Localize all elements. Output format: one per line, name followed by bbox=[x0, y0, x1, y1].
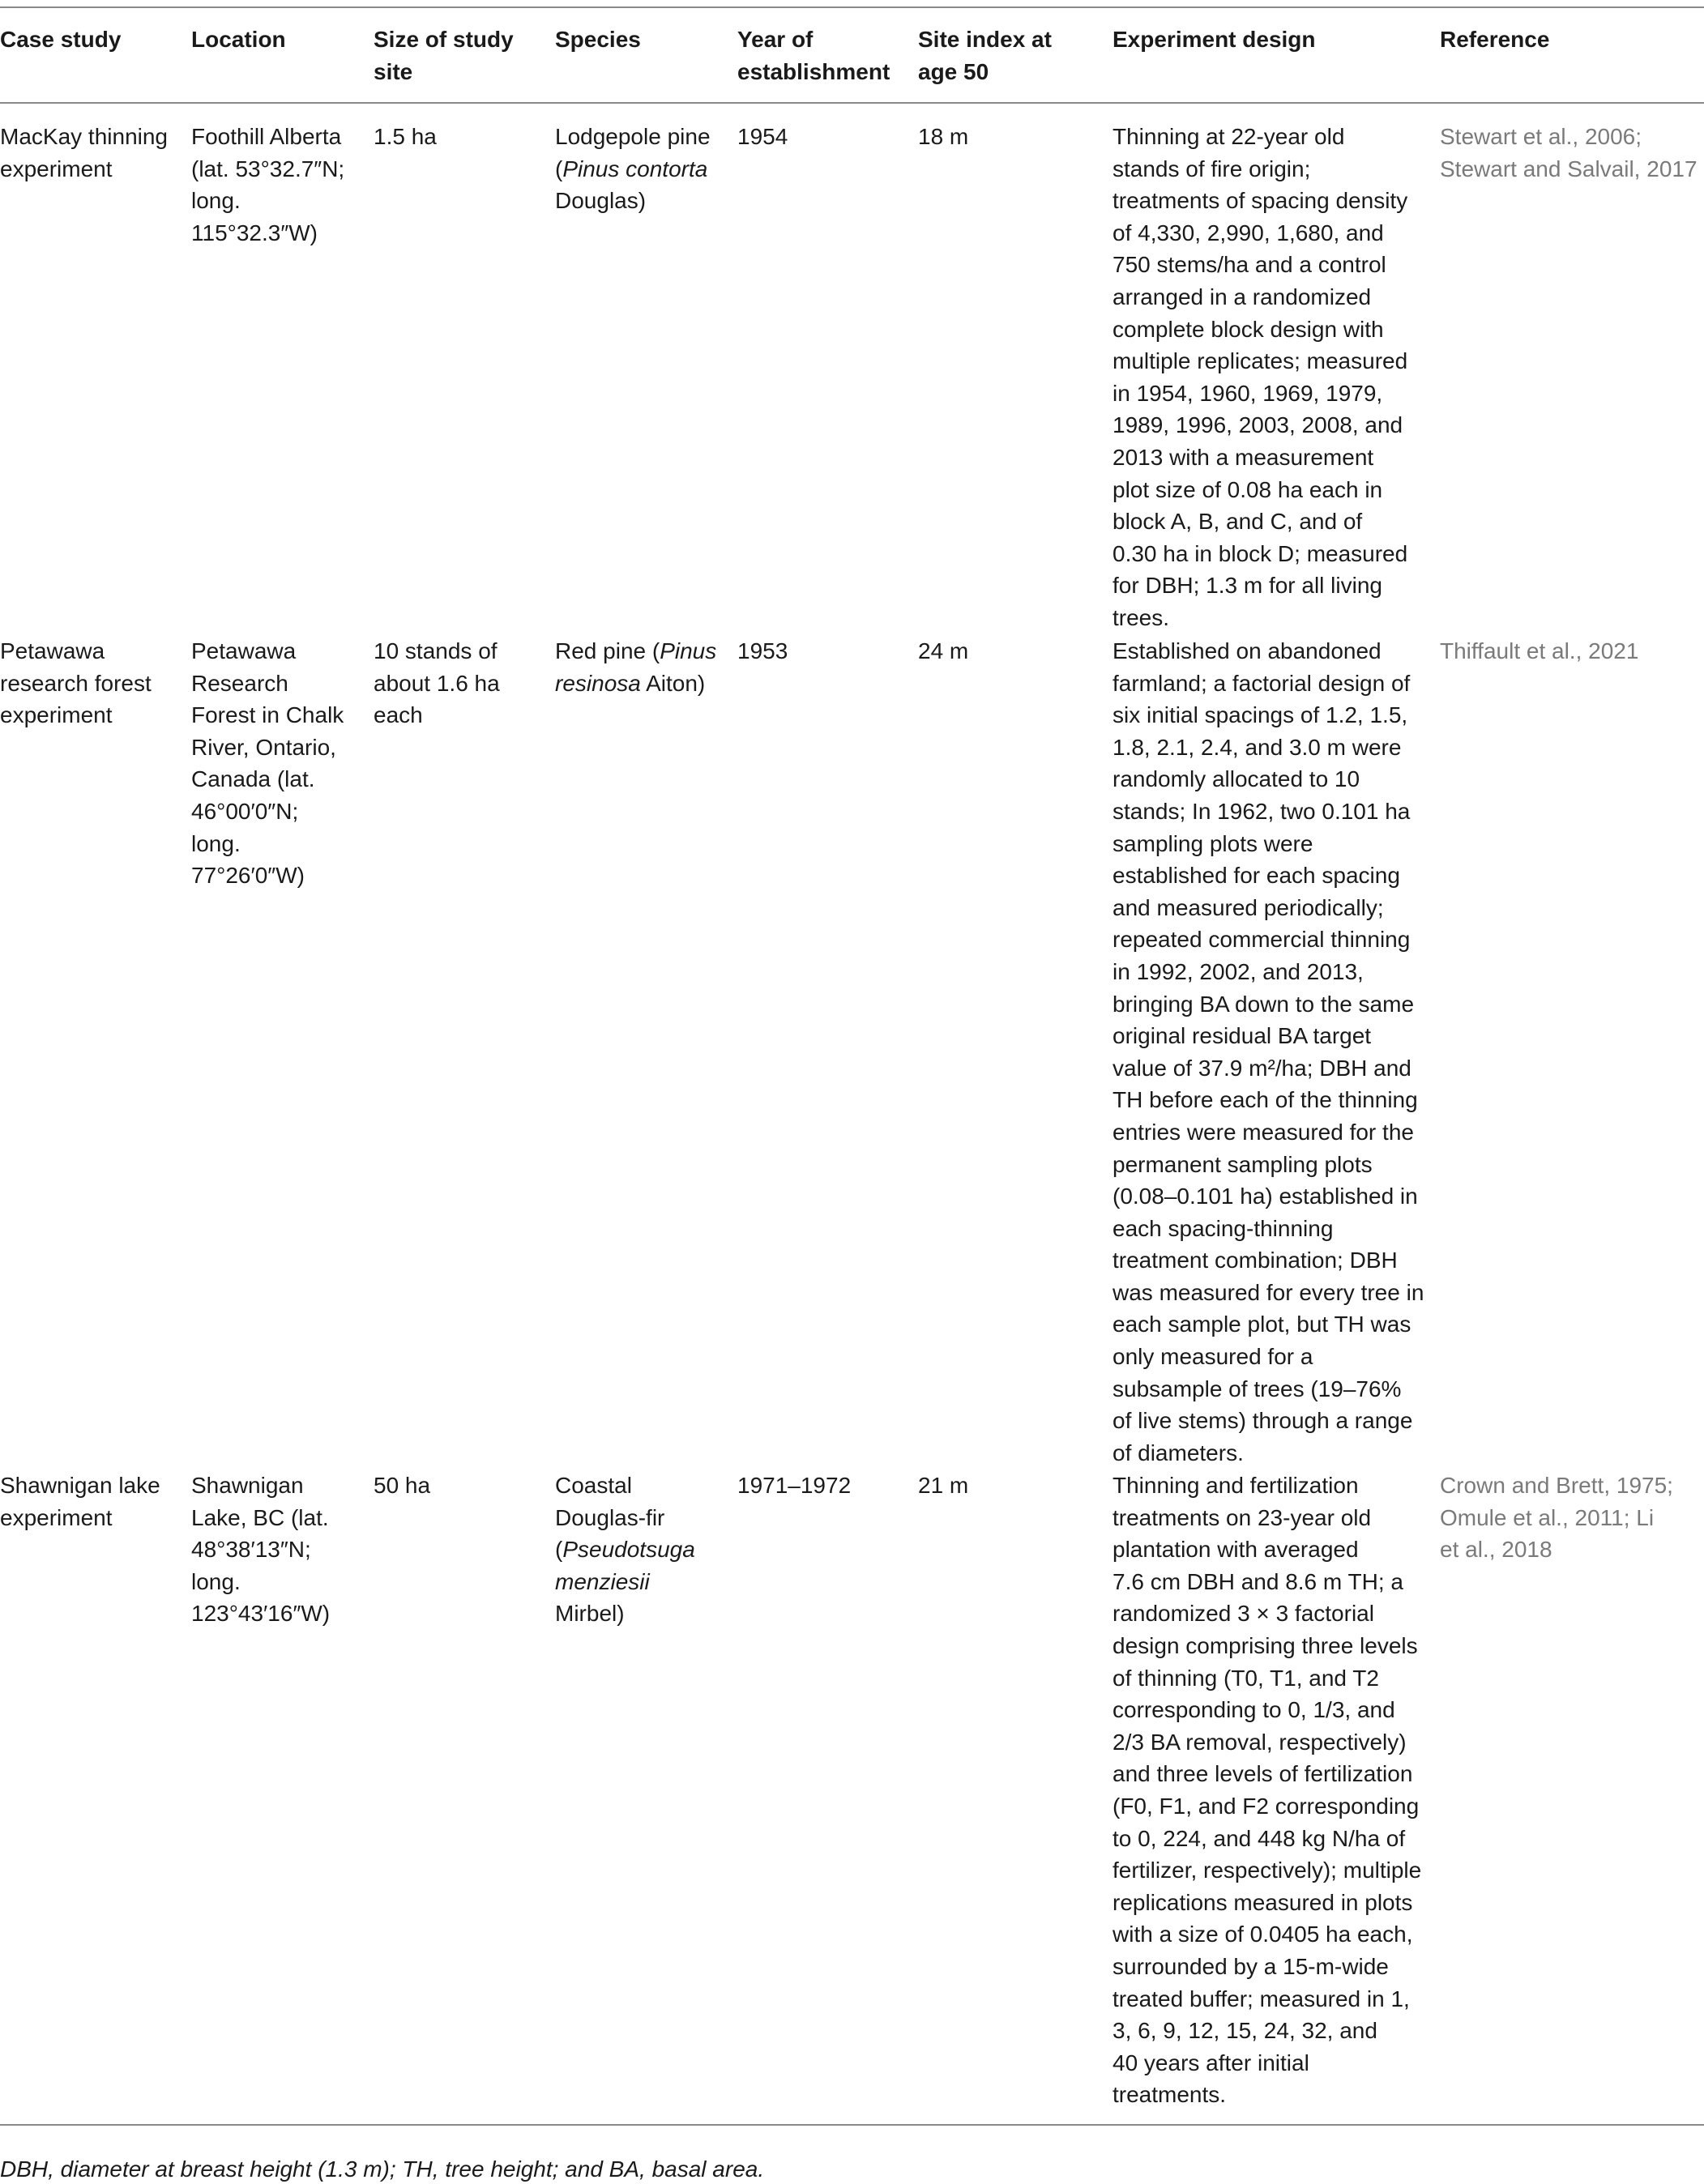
cell-case-study: Petawawa research forest experiment bbox=[0, 638, 152, 728]
cell-experiment-design: Thinning and fertilization treatments on 23-year old plantation with averaged 7.6 cm DBH and 8.6 m TH; a randomized 3 × 3 factorial design comprising three levels of thinning (T0, T1, and T2 corresponding to 0, 1/3, and 2/3 BA removal, respectively) and three levels of fertilization (F0, F1, and F2 corresponding to 0, 224, and 448 kg N/ha of fertilizer, respectively); multiple replications measured in plots with a size of 0.0405 ha each, surrounded by a 15-m-wide treated buffer; measured in 1, 3, 6, 9, 12, 15, 24, 32, and 40 years after initial treatments. bbox=[1113, 1473, 1422, 2108]
cell-location: Petawawa Research Forest in Chalk River, Ontario, Canada (lat. 46°00′0″N; long. 77°26′0″W) bbox=[191, 638, 344, 889]
table-top-rule bbox=[0, 6, 1704, 8]
table-bottom-rule bbox=[0, 2124, 1704, 2126]
cell-year: 1971–1972 bbox=[737, 1473, 852, 1498]
species-common: Coastal Douglas-fir ( bbox=[555, 1473, 665, 1563]
table-footnote: DBH, diameter at breast height (1.3 m); TH, tree height; and BA, basal area. bbox=[0, 2156, 765, 2182]
cell-case-study: MacKay thinning experiment bbox=[0, 124, 169, 181]
header-species: Species bbox=[555, 27, 641, 52]
cell-year: 1953 bbox=[737, 638, 788, 663]
cell-reference: Crown and Brett, 1975; Omule et al., 2011; Li et al., 2018 bbox=[1440, 1473, 1673, 1563]
cell-experiment-design: Established on abandoned farmland; a factorial design of six initial spacings of 1.2, 1.5, 1.8, 2.1, 2.4, and 3.0 m were randomly allocated to 10 stands; In 1962, two 0.101 ha sampling plots were established for each spacing and measured periodically; repeated commercial thinning in 1992, 2002, and 2013, bringing BA down to the same original residual BA target value of 37.9 m²/ha; DBH and TH before each of the thinning entries were measured for the permanent sampling plots (0.08–0.101 ha) established in each spacing-thinning treatment combination; DBH was measured for every tree in each sample plot, but TH was only measured for a subsample of trees (19–76% of live stems) through a range of diameters. bbox=[1113, 638, 1424, 1465]
header-site-index: Site index at age 50 bbox=[918, 27, 1052, 84]
header-experiment-design: Experiment design bbox=[1113, 27, 1316, 52]
cell-species bbox=[555, 1470, 695, 1630]
cell-size: 10 stands of about 1.6 ha each bbox=[374, 638, 500, 728]
cell-reference: Stewart et al., 2006; Stewart and Salvail, 2017 bbox=[1440, 124, 1698, 181]
cell-case-study: Shawnigan lake experiment bbox=[0, 1473, 160, 1530]
species-author: Douglas) bbox=[555, 188, 647, 214]
cell-species bbox=[555, 635, 716, 699]
cell-experiment-design: Thinning at 22-year old stands of fire origin; treatments of spacing density of 4,330, 2,990, 1,680, and 750 stems/ha and a control arranged in a randomized complete block design with multiple replicates; measured in 1954, 1960, 1969, 1979, 1989, 1996, 2003, 2008, and 2013 with a measurement plot size of 0.08 ha each in block A, B, and C, and of 0.30 ha in block D; measured for DBH; 1.3 m for all living trees. bbox=[1113, 124, 1408, 630]
cell-location: Foothill Alberta (lat. 53°32.7″N; long. 115°32.3″W) bbox=[191, 124, 345, 245]
species-author: Mirbel) bbox=[555, 1601, 625, 1627]
cell-site-index: 24 m bbox=[918, 638, 969, 663]
species-author: Aiton) bbox=[640, 670, 706, 696]
species-latin: Pinus resinosa bbox=[555, 638, 717, 696]
species-common: Lodgepole pine ( bbox=[555, 124, 711, 181]
header-reference: Reference bbox=[1440, 27, 1550, 52]
cell-size: 50 ha bbox=[374, 1473, 431, 1498]
species-common: Red pine ( bbox=[555, 638, 660, 663]
cell-site-index: 18 m bbox=[918, 124, 969, 149]
header-bottom-rule bbox=[0, 102, 1704, 104]
cell-year: 1954 bbox=[737, 124, 788, 149]
cell-site-index: 21 m bbox=[918, 1473, 969, 1498]
cell-species bbox=[555, 121, 711, 217]
header-location: Location bbox=[191, 27, 286, 52]
cell-location: Shawnigan Lake, BC (lat. 48°38′13″N; long. 123°43′16″W) bbox=[191, 1473, 331, 1627]
cell-reference: Thiffault et al., 2021 bbox=[1440, 638, 1639, 663]
species-latin: Pinus contorta bbox=[562, 156, 708, 181]
species-latin: Pseudotsuga menziesii bbox=[555, 1537, 695, 1594]
header-case-study: Case study bbox=[0, 27, 122, 52]
cell-size: 1.5 ha bbox=[374, 124, 437, 149]
header-year: Year of establishment bbox=[737, 27, 890, 84]
header-size: Size of study site bbox=[374, 27, 514, 84]
